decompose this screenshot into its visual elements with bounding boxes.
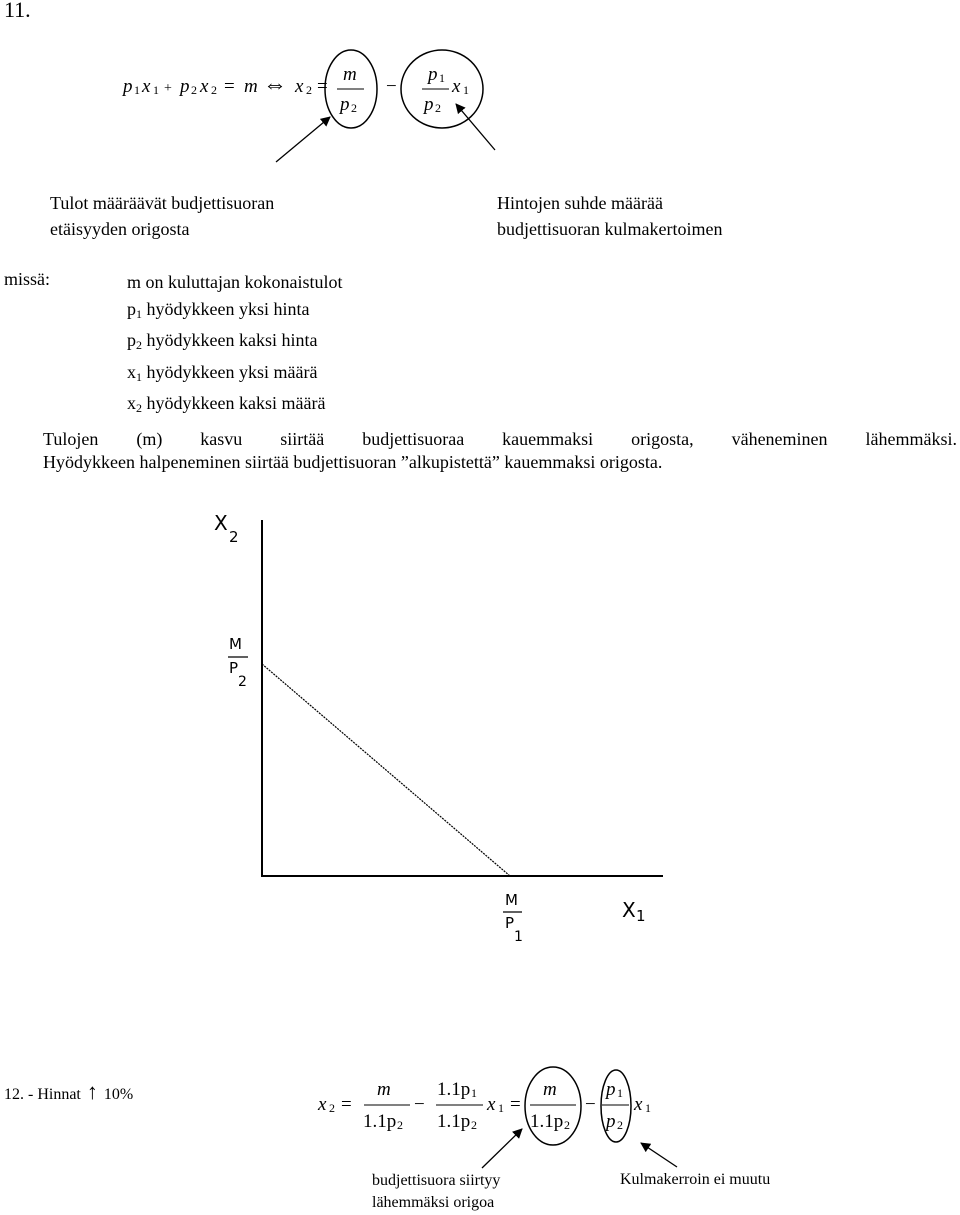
def-symbol: x <box>127 393 136 413</box>
eq-x-sub: 1 <box>153 83 159 97</box>
frac2-numerator-sub: 1 <box>439 71 445 85</box>
paragraph-line-1: Tulojen (m) kasvu siirtää budjettisuoraa kauemmaksi origosta, väheneminen lähemmäksi. <box>43 429 957 449</box>
eq-x1: x <box>452 76 461 97</box>
def-sub: 2 <box>136 401 142 415</box>
frac2-denominator: p <box>424 94 434 115</box>
eq12-arrow-to-price-ratio <box>641 1143 677 1167</box>
frac1-numerator: m <box>343 64 357 85</box>
x-axis-label: X <box>622 898 636 922</box>
eq12-f1-den-sub: 2 <box>397 1118 403 1132</box>
def-sub: 2 <box>136 338 142 352</box>
def-text: hyödykkeen yksi hinta <box>146 298 310 319</box>
eq12-f1-den: 1.1p <box>363 1111 397 1132</box>
eq12-x1-tail-sub: 1 <box>645 1101 651 1115</box>
eq-x2: x <box>295 76 304 97</box>
y-intercept-denominator: P <box>229 659 239 677</box>
eq12-f3-den: 1.1p <box>530 1111 564 1132</box>
missa-label: missä: <box>4 269 51 289</box>
def-text: hyödykkeen kaksi hinta <box>146 330 318 350</box>
eq-x-sub: 2 <box>211 83 217 97</box>
up-arrow-icon: ↑ <box>86 1079 98 1104</box>
eq12-f3-den-sub: 2 <box>564 1118 570 1132</box>
eq12-f3-num: m <box>543 1079 557 1100</box>
eq-x: x <box>142 76 151 97</box>
eq12-f1-num: m <box>377 1079 391 1100</box>
eq12-minus: − <box>414 1094 425 1115</box>
eq12-f4-den: p <box>606 1111 616 1132</box>
eq-plus: + <box>164 81 172 96</box>
def-symbol: m <box>127 272 142 292</box>
equivalence-symbol: ⇔ <box>263 72 287 98</box>
eq12-equals: = <box>341 1094 352 1115</box>
percent-value: 10% <box>103 1086 134 1103</box>
eq-x2-sub: 2 <box>306 83 312 97</box>
y-axis-label-sub: 2 <box>229 528 239 546</box>
section-number-11: 11. <box>4 0 31 22</box>
eq12-arrow-to-income-term <box>482 1129 522 1168</box>
x-intercept-denominator-sub: 1 <box>514 929 523 945</box>
frac2-denominator-sub: 2 <box>435 101 441 115</box>
eq12-x1-sub: 1 <box>498 1101 504 1115</box>
eq-minus: − <box>386 76 397 97</box>
note-shift-line: lähemmäksi origoa <box>372 1194 495 1211</box>
def-text: on kuluttajan kokonaistulot <box>145 272 343 292</box>
y-axis-label: X <box>214 511 228 535</box>
eq12-f4-den-sub: 2 <box>617 1118 623 1132</box>
eq12-equals-2: = <box>510 1094 521 1115</box>
eq-equals: = <box>224 76 235 97</box>
note-slope-unchanged: Kulmakerroin ei muutu <box>620 1171 771 1188</box>
x-intercept-numerator: M <box>505 891 518 909</box>
eq12-minus-2: − <box>585 1094 596 1115</box>
eq12-circle-price-ratio <box>601 1070 631 1142</box>
budget-line <box>262 664 510 876</box>
def-text: hyödykkeen kaksi määrä <box>146 393 326 413</box>
frac1-denominator-sub: 2 <box>351 101 357 115</box>
section-12-title: 12. - Hinnat <box>4 1086 81 1103</box>
eq12-f2-den-sub: 2 <box>471 1118 477 1132</box>
eq-m: m <box>244 76 258 97</box>
eq12-f4-num: p <box>606 1079 616 1100</box>
def-symbol: p <box>127 298 136 319</box>
eq12-x1-tail: x <box>634 1094 643 1115</box>
note-income-line: etäisyyden origosta <box>50 219 190 239</box>
eq-p-sub: 1 <box>134 83 140 97</box>
def-sub: 1 <box>136 306 142 321</box>
note-income-line: Tulot määräävät budjettisuoran <box>50 193 275 213</box>
paragraph-line-2: Hyödykkeen halpeneminen siirtää budjettisuoran ”alkupistettä” kauemmaksi origosta. <box>43 452 663 472</box>
eq-x1-sub: 1 <box>463 83 469 97</box>
x-axis-label-sub: 1 <box>636 907 646 925</box>
note-shift-line: budjettisuora siirtyy <box>372 1172 501 1189</box>
eq12-x2-sub: 2 <box>329 1101 335 1115</box>
arrow-to-income-term <box>276 117 330 162</box>
frac1-denominator: p <box>340 94 350 115</box>
eq-equals-2: = <box>317 76 328 97</box>
def-sub: 1 <box>136 369 142 384</box>
note-price-ratio-line: Hintojen suhde määrää <box>497 193 663 213</box>
y-intercept-numerator: M <box>229 635 242 653</box>
eq12-f2-den: 1.1p <box>437 1111 471 1132</box>
eq12-f2-num: 1.1p <box>437 1079 471 1100</box>
eq-p-sub: 2 <box>191 83 197 97</box>
def-symbol: p <box>127 330 136 350</box>
eq12-x1: x <box>487 1094 496 1115</box>
def-symbol: x <box>127 361 136 382</box>
x-intercept-denominator: P <box>505 914 515 932</box>
eq12-x2: x <box>318 1094 327 1115</box>
eq-p: p <box>180 76 190 97</box>
frac2-numerator: p <box>428 64 438 85</box>
def-text: hyödykkeen yksi määrä <box>146 361 318 382</box>
eq-x: x <box>200 76 209 97</box>
eq12-circle-income-term <box>525 1067 581 1145</box>
eq12-f4-num-sub: 1 <box>617 1086 623 1100</box>
eq-p: p <box>123 76 133 97</box>
note-price-ratio-line: budjettisuoran kulmakertoimen <box>497 219 723 239</box>
eq12-f2-num-sub: 1 <box>471 1086 477 1100</box>
y-intercept-denominator-sub: 2 <box>238 674 247 690</box>
